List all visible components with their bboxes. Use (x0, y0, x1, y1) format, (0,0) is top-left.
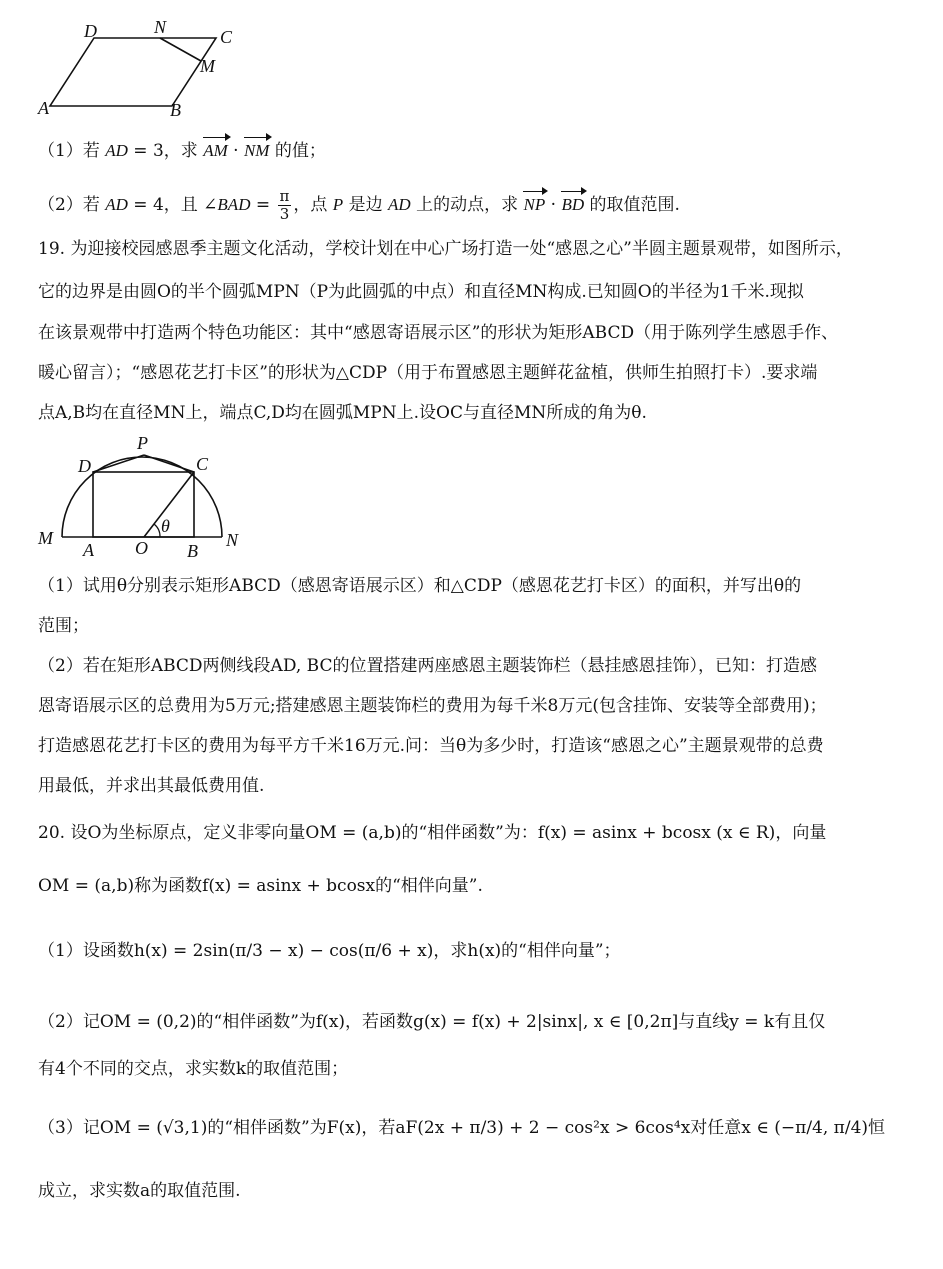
label-A: A (38, 98, 49, 118)
q19-line-3: 在该景观带中打造两个特色功能区：其中“感恩寄语展示区”的形状为矩形ABCD（用于陈列学生感恩手作、 (38, 323, 839, 343)
label-O: O (135, 538, 148, 558)
label-A2: A (83, 540, 94, 560)
q20-line-2: OM = (a,b)称为函数f(x) = asinx + bcosx的“相伴向量”. (38, 876, 483, 896)
point-P: P (332, 195, 344, 214)
label-M: M (200, 56, 215, 76)
q19-line-4: 暖心留言）；“感恩花艺打卡区”的形状为△CDP（用于布置感恩主题鲜花盆植，供师生拍照打卡）.要求端 (38, 363, 818, 383)
label-M2: M (38, 528, 53, 548)
fraction-pi-over-3: $\frac{\pi}{3}$ (279, 187, 290, 223)
label-theta: θ (161, 516, 170, 536)
q19-p2-line-2: 恩寄语展示区的总费用为5万元;搭建感恩主题装饰栏的费用为每千米8万元(包含挂饰、安装等全部费用)； (38, 696, 827, 716)
q18-p2-mid2: 是边 (343, 195, 388, 215)
q19-line-1: 19. 为迎接校园感恩季主题文化活动，学校计划在中心广场打造一处“感恩之心”半圆主题景观带，如图所示， (38, 239, 853, 259)
q19-p2-line-1: （2）若在矩形ABCD两侧线段AD, BC的位置搭建两座感恩主题装饰栏（悬挂感恩挂饰），已知：打造感 (38, 656, 817, 676)
q18-p2-mid: ，点 (293, 195, 333, 215)
q20-part2-line-2: 有4个不同的交点，求实数k的取值范围； (38, 1059, 349, 1079)
label-N: N (154, 17, 167, 37)
q18-p1-pre: （1）若 (38, 141, 106, 161)
parallelogram-figure (36, 16, 246, 120)
label-C2: C (196, 454, 209, 474)
q19-p1-line-1: （1）试用θ分别表示矩形ABCD（感恩寄语展示区）和△CDP（感恩花艺打卡区）的面积，并写出θ的 (38, 576, 802, 596)
label-B: B (170, 100, 181, 120)
vector-NM: NM (243, 141, 270, 160)
label-B2: B (187, 541, 198, 561)
q20-part3-line-2: 成立，求实数a的取值范围. (38, 1181, 241, 1201)
q18-p2-ad: AD (105, 195, 128, 214)
q18-p1-eq: = 3，求 (127, 141, 204, 161)
q20-part1: （1）设函数h(x) = 2sin(π/3 − x) − cos(π/6 + x)，求h(x)的“相伴向量”； (38, 941, 621, 961)
label-D: D (84, 21, 97, 41)
q18-p2-eq: = 4，且 ∠ (127, 195, 218, 215)
q19-p2-line-4: 用最低，并求出其最低费用值. (38, 776, 265, 796)
label-D2: D (78, 456, 91, 476)
q18-p2-pre: （2）若 (38, 195, 106, 215)
q19-line-2: 它的边界是由圆O的半个圆弧MPN（P为此圆弧的中点）和直径MN构成.已知圆O的半径为1千米.现拟 (38, 282, 804, 302)
q18-p2-post: 的取值范围. (584, 195, 680, 215)
label-P: P (137, 433, 148, 453)
q20-part2-line-1: （2）记OM = (0,2)的“相伴函数”为f(x)，若函数g(x) = f(x) + 2|sinx|, x ∈ [0,2π]与直线y = k有且仅 (38, 1012, 826, 1032)
q19-p1-line-2: 范围； (38, 616, 89, 636)
q18-p2-ad2: AD (388, 195, 411, 214)
q20-line-1: 20. 设O为坐标原点，定义非零向量OM = (a,b)的“相伴函数”为：f(x) = asinx + bcosx (x ∈ R)，向量 (38, 823, 827, 843)
vector-BD: BD (561, 195, 585, 214)
q19-p2-line-3: 打造感恩花艺打卡区的费用为每平方千米16万元.问：当θ为多少时，打造该“感恩之心”主题景观带的总费 (38, 736, 824, 756)
q18-part1 (38, 140, 326, 162)
vector-AM: AM (203, 141, 228, 160)
q18-p1-ad: AD (105, 141, 128, 160)
q20-part3-line-1: （3）记OM = (√3,1)的“相伴函数”为F(x)，若aF(2x + π/3) + 2 − cos²x > 6cos⁴x对任意x ∈ (−π/4, π/4)恒 (38, 1118, 886, 1138)
semicircle-figure (36, 432, 256, 564)
q18-p2-eq2: = (250, 195, 276, 215)
label-C: C (220, 27, 233, 47)
vector-NP: NP (523, 195, 546, 214)
dot-operator: · (227, 141, 244, 161)
dot-operator-2: · (545, 195, 562, 215)
q18-p1-post: 的值； (269, 141, 326, 161)
q18-p2-mid3: 上的动点，求 (410, 195, 524, 215)
label-N2: N (226, 530, 239, 550)
angle-BAD: BAD (217, 195, 251, 214)
q18-part2 (38, 188, 680, 223)
q19-line-5: 点A,B均在直径MN上，端点C,D均在圆弧MPN上.设OC与直径MN所成的角为θ. (38, 403, 647, 423)
